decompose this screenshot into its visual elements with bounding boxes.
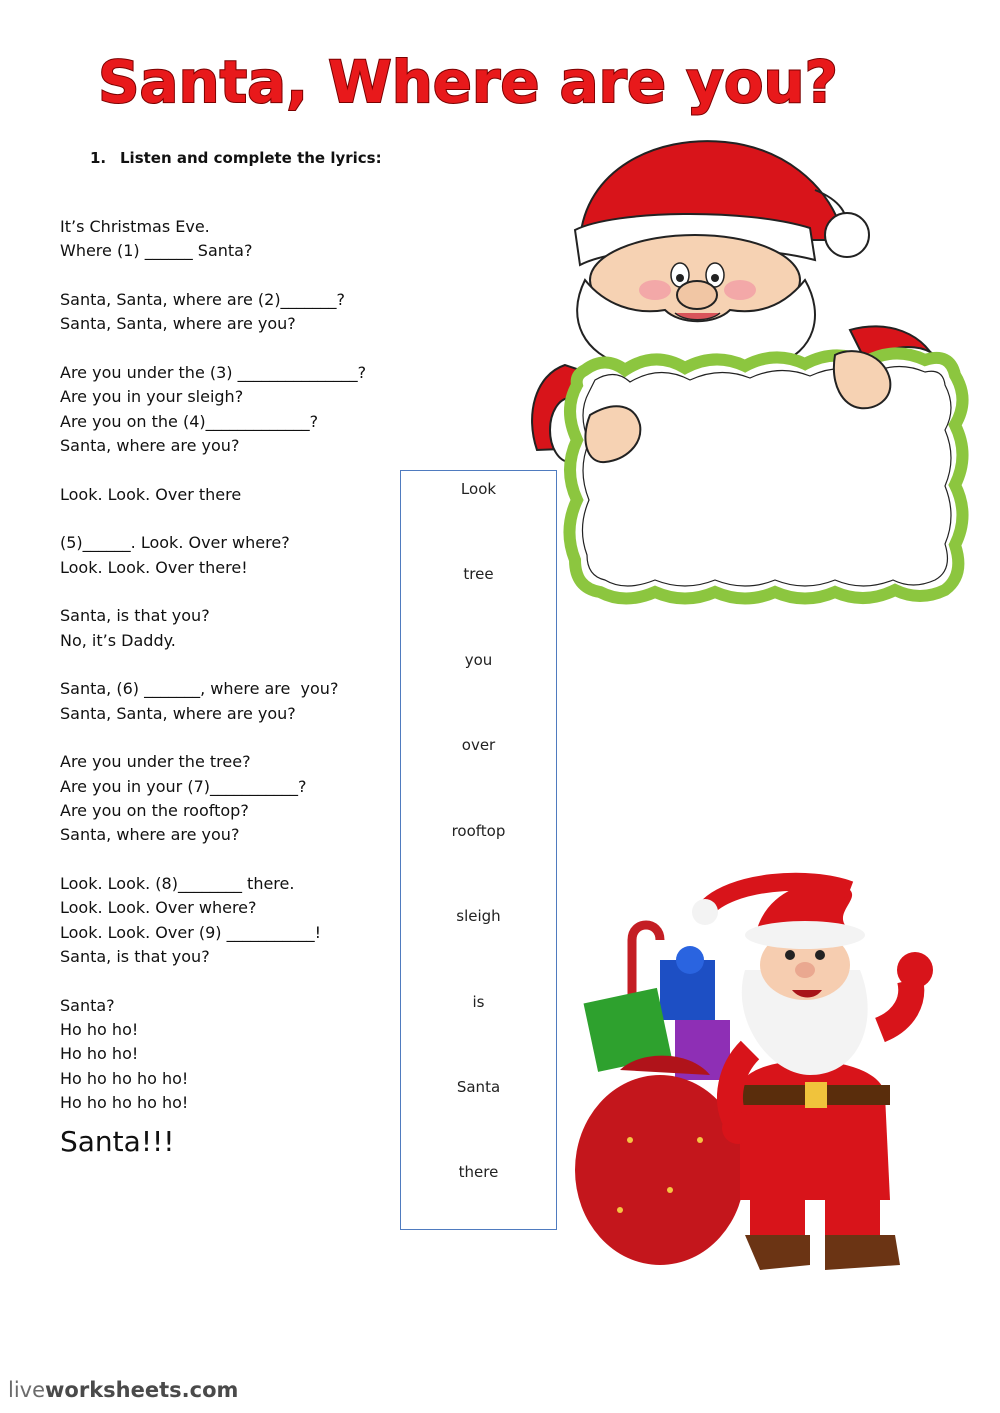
instruction-number: 1. [90, 149, 107, 167]
stanza [60, 483, 420, 507]
lyric-line: Santa, Santa, where are you? [60, 703, 296, 723]
footer-prefix: live [8, 1378, 46, 1402]
word-bank-item[interactable]: over [461, 736, 496, 754]
lyric-line: Santa, where are you? [60, 436, 240, 456]
title-text: Santa, Where are you? [98, 48, 838, 116]
lyric-line: Are you on the rooftop? [60, 800, 249, 820]
lyric-line: No, it’s Daddy. [60, 630, 176, 650]
stanza [60, 872, 420, 970]
lyric-line: It’s Christmas Eve. [60, 217, 210, 236]
lyric-line: Are you in your (7)___________? [60, 776, 307, 796]
stanza [60, 604, 420, 653]
word-bank-item[interactable]: Look [460, 480, 497, 498]
footer-brand-name: worksheets [45, 1378, 182, 1402]
lyric-line: Are you under the (3) _______________? [60, 362, 367, 382]
stanza [60, 288, 420, 337]
santa-frame-illustration [525, 130, 975, 615]
lyric-line: Santa, is that you? [60, 947, 210, 967]
word-bank-item[interactable]: sleigh [456, 907, 501, 925]
lyric-line: Santa, (6) _______, where are you? [60, 679, 339, 699]
lyric-line: Santa, Santa, where are you? [60, 314, 296, 334]
lyrics [60, 215, 420, 1162]
lyric-line: Are you on the (4)_____________? [60, 411, 319, 431]
santa-gifts-illustration [560, 870, 970, 1285]
stanza [60, 994, 420, 1116]
word-bank-item[interactable]: rooftop [451, 822, 506, 840]
stanza [60, 531, 420, 580]
word-bank-item[interactable]: there [458, 1163, 499, 1181]
lyric-line: Look. Look. Over there! [60, 557, 248, 577]
lyric-line: Look. Look. Over there [60, 484, 242, 504]
lyric-line: Santa, Santa, where are (2)_______? [60, 289, 346, 309]
lyric-line: Look. Look. Over (9) ___________! [60, 922, 322, 942]
lyric-line: Look. Look. Over where? [60, 898, 257, 918]
stanza [60, 677, 420, 726]
lyric-line: Are you under the tree? [60, 752, 251, 772]
final-line: Santa!!! [60, 1124, 175, 1158]
lyric-line: Look. Look. (8)________ there. [60, 873, 295, 893]
lyric-line: Ho ho ho ho ho! [60, 1068, 189, 1088]
worksheet-title [98, 40, 858, 120]
word-bank-item[interactable]: is [472, 993, 485, 1011]
lyric-line: Ho ho ho! [60, 1044, 139, 1064]
word-bank-item[interactable]: tree [463, 565, 494, 583]
stanza [60, 215, 420, 264]
lyric-line: (5)______. Look. Over where? [60, 533, 290, 553]
lyric-line: Where (1) ______ Santa? [60, 241, 253, 261]
instruction-text: Listen and complete the lyrics: [120, 149, 382, 167]
footer-brand [8, 1378, 238, 1402]
stanza [60, 361, 420, 459]
title-graphic [98, 40, 858, 120]
lyric-line: Are you in your sleigh? [60, 387, 244, 407]
lyric-line: Ho ho ho ho ho! [60, 1093, 189, 1113]
lyric-line: Santa, where are you? [60, 825, 240, 845]
lyric-line: Santa, is that you? [60, 606, 210, 626]
instruction [90, 149, 382, 167]
word-bank-item[interactable]: Santa [456, 1078, 501, 1096]
footer-suffix: .com [181, 1378, 239, 1402]
lyric-line: Santa? [60, 995, 115, 1015]
word-bank-item[interactable]: you [464, 651, 493, 669]
lyric-line: Ho ho ho! [60, 1020, 139, 1040]
stanza [60, 750, 420, 848]
